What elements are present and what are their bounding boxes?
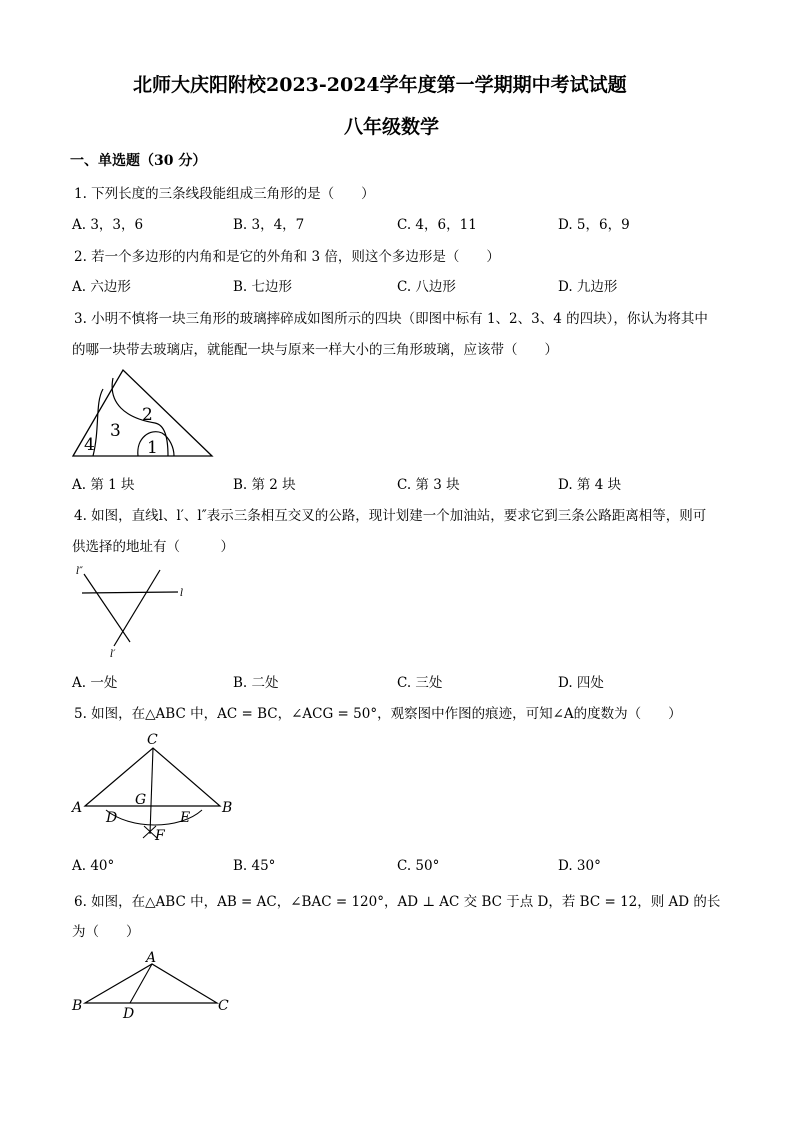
question-6-line-2: 为（ ） (72, 924, 140, 940)
question-2: 2. 若一个多边形的内角和是它的外角和 3 倍，则这个多边形是（ ） (74, 249, 500, 265)
question-6-line-1: 6. 如图，在△ABC 中，AB = AC，∠BAC = 120°，AD ⊥ AC 交 BC 于点 D，若 BC = 12，则 AD 的长 (74, 894, 721, 910)
q6-label-c: C (218, 998, 229, 1014)
question-3-line-1: 3. 小明不慎将一块三角形的玻璃摔碎成如图所示的四块（即图中标有 1、2、3、4 的四块），你认为将其中 (74, 311, 708, 327)
q6-isosceles-triangle-figure (70, 948, 235, 1023)
q1-option-b: B. 3，4，7 (233, 217, 305, 233)
q2-option-d: D. 九边形 (558, 279, 618, 295)
page-subtitle: 八年级数学 (344, 116, 440, 138)
q5-label-g: G (135, 792, 147, 808)
q3-label-3: 3 (110, 421, 121, 441)
q6-triangle-abc (85, 964, 217, 1003)
q4-three-roads-figure (72, 562, 192, 662)
q5-label-b: B (222, 800, 233, 816)
q6-label-b: B (72, 998, 83, 1014)
q5-option-b: B. 45° (233, 858, 276, 874)
q3-label-4: 4 (84, 435, 95, 455)
q5-option-d: D. 30° (558, 858, 601, 874)
q4-line-l-prime (114, 570, 160, 646)
q1-option-a: A. 3，3，6 (72, 217, 144, 233)
q4-option-a: A. 一处 (72, 675, 118, 691)
question-3-line-2: 的哪一块带去玻璃店，就能配一块与原来一样大小的三角形玻璃，应该带（ ） (72, 342, 558, 358)
q3-label-2: 2 (142, 405, 153, 425)
q6-label-a: A (146, 950, 157, 966)
q4-label-l-double-prime: l″ (76, 566, 83, 577)
q2-option-a: A. 六边形 (72, 279, 131, 295)
q3-option-d: D. 第 4 块 (558, 477, 622, 493)
q3-option-b: B. 第 2 块 (233, 477, 296, 493)
question-1: 1. 下列长度的三条线段能组成三角形的是（ ） (74, 186, 375, 202)
q3-option-c: C. 第 3 块 (397, 477, 460, 493)
q5-label-a: A (72, 800, 83, 816)
q6-label-d: D (123, 1006, 135, 1022)
question-5: 5. 如图，在△ABC 中，AC = BC，∠ACG = 50°，观察图中作图的痕迹，可知∠A的度数为（ ） (74, 706, 682, 722)
section-heading: 一、单选题（30 分） (70, 153, 207, 169)
q3-option-a: A. 第 1 块 (72, 477, 135, 493)
q4-option-d: D. 四处 (558, 675, 604, 691)
q2-option-c: C. 八边形 (397, 279, 456, 295)
page-title: 北师大庆阳附校2023-2024学年度第一学期期中考试试题 (133, 74, 627, 96)
question-4-line-2: 供选择的地址有（ ） (72, 539, 234, 555)
q5-label-f: F (155, 828, 165, 844)
q4-label-l: l (180, 588, 184, 599)
q5-label-d: D (106, 810, 118, 826)
question-4-line-1: 4. 如图，直线l、l′、l″表示三条相互交叉的公路，现计划建一个加油站，要求它到三条公路距离相等，则可 (74, 508, 707, 524)
q4-option-c: C. 三处 (397, 675, 443, 691)
q3-broken-triangle-figure (70, 368, 220, 460)
q4-option-b: B. 二处 (233, 675, 279, 691)
q5-option-a: A. 40° (72, 858, 115, 874)
q1-option-d: D. 5，6，9 (558, 217, 630, 233)
q3-label-1: 1 (147, 438, 158, 458)
q1-option-c: C. 4，6，11 (397, 217, 477, 233)
q5-option-c: C. 50° (397, 858, 440, 874)
q5-construction-figure (70, 730, 235, 845)
q5-label-e: E (180, 810, 191, 826)
q2-option-b: B. 七边形 (233, 279, 293, 295)
q5-label-c: C (147, 732, 158, 748)
q5-segment-cf (150, 748, 153, 834)
q3-crack-2 (112, 378, 168, 456)
q4-label-l-prime: l′ (110, 649, 116, 660)
